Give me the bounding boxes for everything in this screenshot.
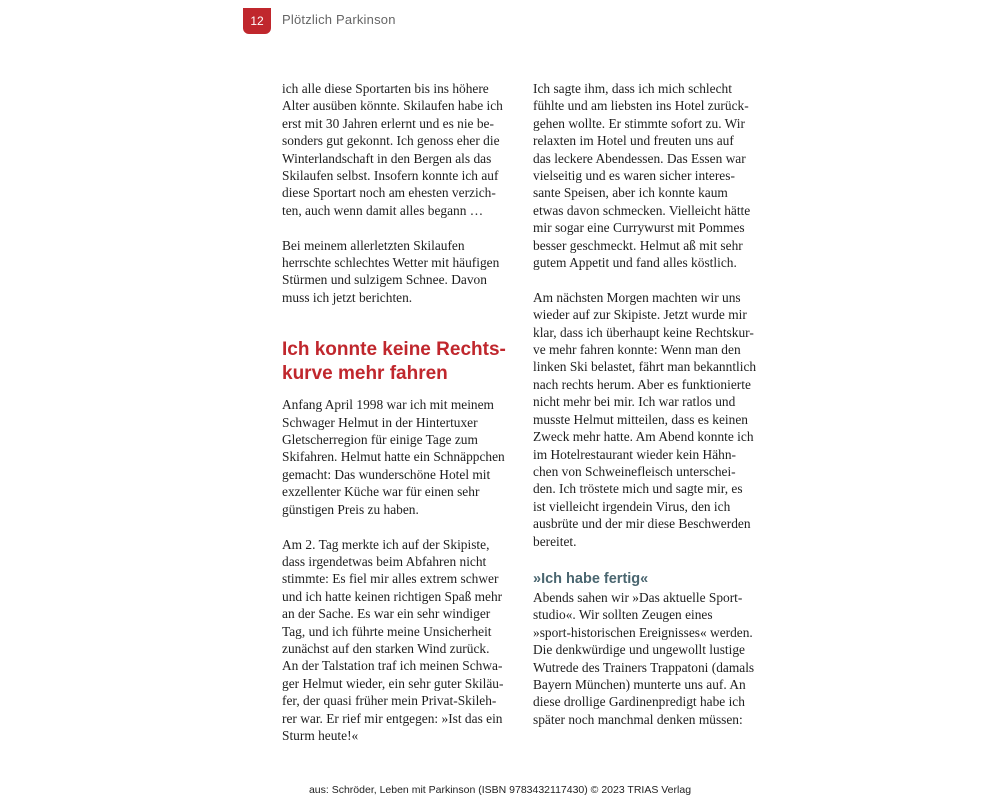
text-line: Stürmen und sulzigem Schnee. Davon: [282, 272, 487, 288]
text-line: Alter ausüben könnte. Skilaufen habe ich: [282, 98, 503, 114]
text-line: sante Speisen, aber ich konnte kaum: [533, 185, 728, 201]
paragraph: [282, 396, 514, 518]
text-line: vielseitig und es waren sicher interes-: [533, 168, 735, 184]
text-line: ausbrüte und der mir diese Beschwerden: [533, 516, 751, 532]
text-line: An der Talstation traf ich meinen Schwa-: [282, 658, 503, 674]
text-line: nicht mehr bei mir. Ich war ratlos und: [533, 394, 736, 410]
text-line: besser geschmeckt. Helmut aß mit sehr: [533, 237, 743, 253]
right-text-column: [533, 80, 765, 746]
text-line: ger Helmut wieder, ein sehr guter Skiläu-: [282, 675, 504, 691]
text-line: ist vielleicht irgendein Virus, den ich: [533, 498, 731, 514]
text-line: stimmte: Es fiel mir alles extrem schwer: [282, 571, 499, 587]
text-line: muss ich jetzt berichten.: [282, 289, 413, 305]
paragraph: [282, 237, 514, 307]
text-line: Die denkwürdige und ungewollt lustige: [533, 642, 745, 658]
text-line: Bei meinem allerletzten Skilaufen: [282, 237, 465, 253]
text-line: chen von Schweinefleisch unterschei-: [533, 463, 736, 479]
text-line: zunächst auf den starken Wind zurück.: [282, 640, 490, 656]
text-line: Schwager Helmut in der Hintertuxer: [282, 414, 478, 430]
text-line: und ich hatte keinen richtigen Spaß mehr: [282, 588, 503, 604]
text-line: diese Sportart noch am ehesten verzich-: [282, 185, 496, 201]
text-line: relaxten im Hotel und freuten uns auf: [533, 133, 734, 149]
text-line: Wutrede des Trainers Trappatoni (damals: [533, 659, 755, 675]
text-line: wieder auf zur Skipiste. Jetzt wurde mir: [533, 307, 747, 323]
subheading: »Ich habe fertig«: [533, 570, 649, 587]
text-line: Am 2. Tag merkte ich auf der Skipiste,: [282, 536, 490, 552]
paragraph: [282, 536, 514, 745]
text-line: herrschte schlechtes Wetter mit häufigen: [282, 255, 500, 271]
section-heading: [282, 338, 514, 386]
text-line: Bayern München) munterte uns auf. An: [533, 676, 746, 692]
text-line: später noch manchmal denken müssen:: [533, 711, 743, 727]
text-line: an der Sache. Es war ein sehr windiger: [282, 606, 491, 622]
text-line: Gletscherregion für einige Tage zum: [282, 432, 478, 448]
left-text-column: [282, 80, 514, 762]
text-line: Skilaufen selbst. Insofern konnte ich auf: [282, 168, 499, 184]
text-line: bereitet.: [533, 533, 577, 549]
text-line: erst mit 30 Jahren erlernt und es nie be-: [282, 115, 494, 131]
text-line: im Hotelrestaurant wieder kein Hähn-: [533, 446, 737, 462]
text-line: fer, der quasi früher mein Privat-Skileh-: [282, 693, 497, 709]
text-line: linken Ski belastet, fährt man bekanntlich: [533, 359, 757, 375]
text-line: gemacht: Das wunderschöne Hotel mit: [282, 466, 491, 482]
source-citation: aus: Schröder, Leben mit Parkinson (ISBN 9783432117430) © 2023 TRIAS Verlag: [308, 784, 692, 796]
text-line: ich alle diese Sportarten bis ins höhere: [282, 81, 489, 96]
text-line: das leckere Abendessen. Das Essen war: [533, 150, 746, 166]
text-line: Anfang April 1998 war ich mit meinem: [282, 397, 494, 413]
text-line: ve mehr fahren konnte: Wenn man den: [533, 342, 741, 358]
page-number-badge: 12: [243, 8, 271, 34]
text-line: etwas davon schmecken. Vielleicht hätte: [533, 202, 751, 218]
text-line: nach rechts herum. Aber es funktionierte: [533, 376, 751, 392]
text-line: gutem Appetit und fand alles köstlich.: [533, 255, 737, 271]
paragraph: [533, 80, 765, 271]
text-line: Tag, und ich führte meine Unsicherheit: [282, 623, 492, 639]
text-line: studio«. Wir sollten Zeugen eines: [533, 607, 713, 623]
text-line: diese drollige Gardinenpredigt habe ich: [533, 694, 745, 710]
text-line: Sturm heute!«: [282, 727, 359, 743]
text-line: Am nächsten Morgen machten wir uns: [533, 289, 741, 305]
text-line: rer war. Er rief mir entgegen: »Ist das ein: [282, 710, 503, 726]
paragraph: [533, 589, 765, 728]
text-line: sonders gut gekonnt. Ich genoss eher die: [282, 133, 500, 149]
text-line: klar, dass ich überhaupt keine Rechtskur-: [533, 324, 754, 340]
text-line: dass irgendetwas beim Abfahren nicht: [282, 553, 487, 569]
text-line: »sport-historischen Ereignisses« werden.: [533, 624, 753, 640]
text-line: Zweck mehr hatte. Am Abend konnte ich: [533, 429, 754, 445]
text-line: mir sogar eine Currywurst mit Pommes: [533, 220, 745, 236]
text-line: fühlte und am liebsten ins Hotel zurück-: [533, 98, 749, 114]
text-line: musste Helmut mitteilen, dass es keinen: [533, 411, 748, 427]
paragraph: [282, 80, 514, 219]
text-line: Skifahren. Helmut hatte ein Schnäppchen: [282, 449, 505, 465]
text-line: Abends sahen wir »Das aktuelle Sport-: [533, 589, 743, 605]
text-line: exzellenter Küche war für einen sehr: [282, 484, 480, 500]
text-line: gehen wollte. Er stimmte sofort zu. Wir: [533, 115, 745, 131]
text-line: Ich konnte keine Rechts-: [282, 339, 506, 361]
paragraph: [533, 289, 765, 550]
text-line: ten, auch wenn damit alles begann …: [282, 202, 484, 218]
text-line: kurve mehr fahren: [282, 363, 448, 385]
text-line: Winterlandschaft in den Bergen als das: [282, 150, 492, 166]
text-line: Ich sagte ihm, dass ich mich schlecht: [533, 81, 732, 96]
text-line: den. Ich tröstete mich und sagte mir, es: [533, 481, 743, 497]
running-title: Plötzlich Parkinson: [282, 12, 396, 27]
text-line: günstigen Preis zu haben.: [282, 501, 419, 517]
